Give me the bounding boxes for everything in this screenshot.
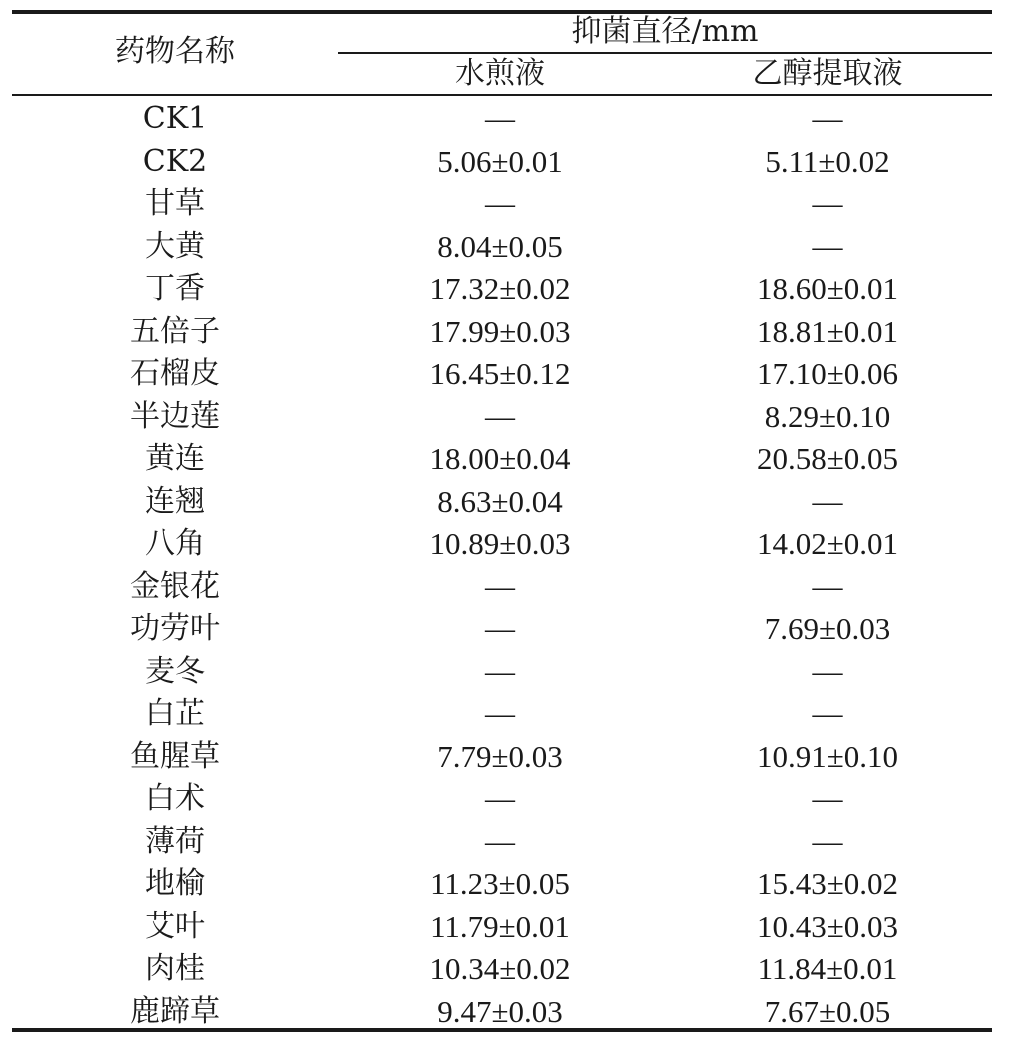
ethanol-extract-cell: 18.60±0.01 (756, 271, 898, 306)
water-decoction-cell: — (485, 697, 515, 730)
ethanol-extract-cell: 5.11±0.02 (765, 143, 890, 179)
water-decoction-cell: — (485, 654, 515, 688)
ethanol-extract-cell: 14.02±0.01 (756, 526, 898, 561)
drug-name-cell: 甘草 (145, 186, 205, 221)
water-decoction-cell: — (485, 187, 515, 220)
ethanol-extract-cell: 7.69±0.03 (764, 611, 891, 646)
ethanol-extract-cell: — (812, 824, 843, 858)
ethanol-extract-cell: — (812, 102, 843, 135)
ethanol-extract-cell: 10.91±0.10 (756, 738, 898, 774)
water-decoction-cell: 17.32±0.02 (429, 271, 571, 306)
water-decoction-cell: 10.89±0.03 (429, 526, 571, 561)
water-decoction-cell: — (485, 569, 515, 603)
ethanol-extract-cell: — (812, 654, 843, 688)
ethanol-extract-cell: 11.84±0.01 (757, 951, 898, 986)
ethanol-extract-cell: 8.29±0.10 (764, 398, 891, 434)
ethanol-extract-cell: — (812, 569, 843, 603)
header-drug-name: 药物名称 (115, 34, 235, 69)
drug-name-cell: 金银花 (130, 568, 220, 604)
ethanol-extract-cell: — (812, 187, 843, 220)
water-decoction-cell: 10.34±0.02 (429, 951, 571, 986)
drug-name-cell: 薄荷 (145, 823, 205, 859)
water-decoction-cell: 9.47±0.03 (437, 993, 563, 1029)
ethanol-extract-cell: 10.43±0.03 (756, 908, 898, 944)
drug-name-cell: 石榴皮 (130, 356, 220, 391)
drug-name-cell: 地榆 (145, 866, 205, 901)
drug-name-cell: 鱼腥草 (130, 738, 220, 774)
ethanol-extract-cell: 7.67±0.05 (764, 993, 891, 1029)
water-decoction-cell: 16.45±0.12 (429, 356, 571, 391)
drug-name-cell: 麦冬 (145, 653, 205, 689)
water-decoction-cell: — (485, 399, 515, 433)
drug-name-cell: 半边莲 (130, 398, 220, 434)
header-col-ethanol: 乙醇提取液 (752, 56, 903, 91)
water-decoction-cell: 8.63±0.04 (437, 483, 563, 519)
drug-name-cell: 连翘 (145, 483, 205, 519)
water-decoction-cell: 17.99±0.03 (429, 313, 571, 349)
water-decoction-cell: 18.00±0.04 (429, 441, 571, 476)
ethanol-extract-cell: — (812, 697, 843, 730)
water-decoction-cell: — (485, 824, 515, 858)
drug-name-cell: CK1 (142, 101, 208, 136)
ethanol-extract-cell: — (812, 229, 843, 263)
header-bottom-rule (12, 94, 992, 96)
ethanol-extract-cell: 15.43±0.02 (756, 866, 898, 901)
drug-name-cell: 五倍子 (130, 313, 220, 349)
ethanol-extract-cell: 17.10±0.06 (756, 356, 898, 391)
header-col-water: 水煎液 (455, 56, 545, 91)
drug-name-cell: 白术 (145, 781, 205, 816)
drug-name-cell: 黄连 (145, 441, 205, 476)
drug-name-cell: 大黄 (145, 228, 205, 264)
drug-name-cell: 艾叶 (145, 908, 205, 944)
water-decoction-cell: 11.23±0.05 (430, 866, 570, 901)
drug-name-cell: 丁香 (145, 271, 205, 306)
water-decoction-cell: — (485, 612, 515, 645)
drug-name-cell: 功劳叶 (130, 611, 220, 646)
drug-name-cell: 白芷 (145, 696, 205, 731)
ethanol-extract-cell: 18.81±0.01 (756, 313, 898, 349)
ethanol-extract-cell: 20.58±0.05 (756, 441, 898, 476)
water-decoction-cell: 5.06±0.01 (437, 143, 563, 179)
header-group-title: 抑菌直径/mm (571, 14, 759, 49)
water-decoction-cell: 11.79±0.01 (430, 908, 570, 944)
drug-name-cell: 八角 (145, 526, 205, 561)
drug-name-cell: 鹿蹄草 (130, 993, 220, 1029)
ethanol-extract-cell: — (812, 782, 843, 815)
water-decoction-cell: — (485, 102, 515, 135)
water-decoction-cell: — (485, 782, 515, 815)
water-decoction-cell: 7.79±0.03 (437, 738, 563, 774)
ethanol-extract-cell: — (812, 484, 843, 518)
water-decoction-cell: 8.04±0.05 (437, 228, 563, 264)
drug-name-cell: CK2 (142, 143, 208, 179)
drug-name-cell: 肉桂 (145, 951, 205, 986)
